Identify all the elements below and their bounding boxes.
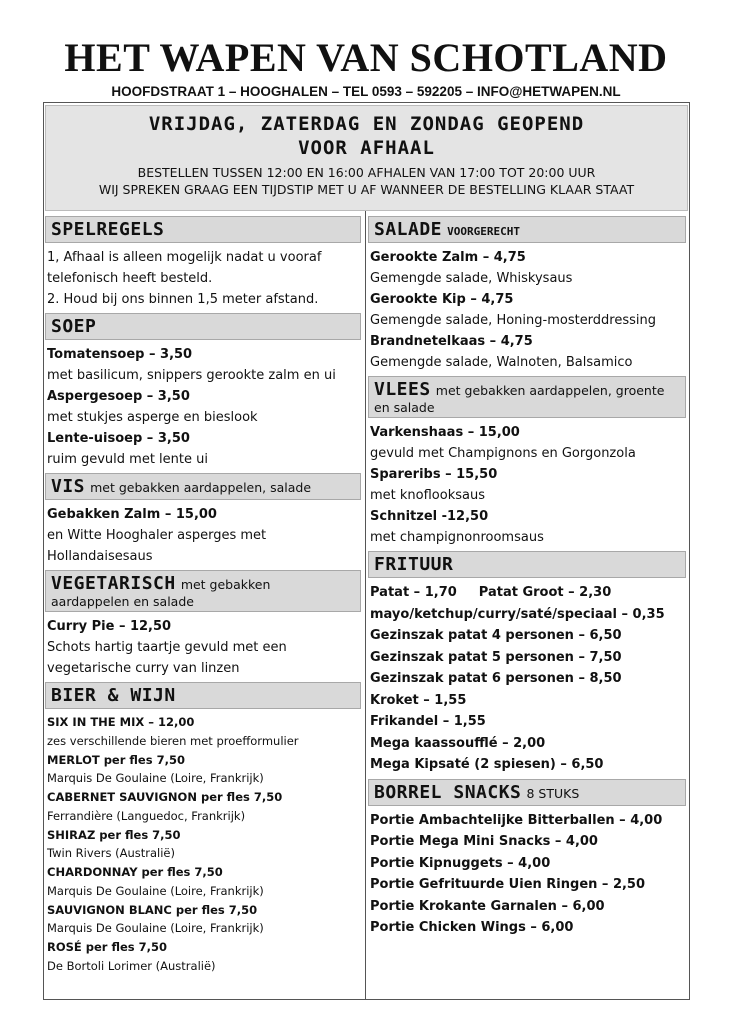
opening-banner <box>45 105 688 211</box>
menu-item-name: Brandnetelkaas – 4,75 <box>370 334 533 349</box>
menu-item-desc: Gemengde salade, Walnoten, Balsamico <box>370 355 633 370</box>
menu-item-name: Lente-uisoep – 3,50 <box>47 431 190 446</box>
section-subtitle: aardappelen en salade <box>51 594 194 609</box>
menu-item-name: Spareribs – 15,50 <box>370 467 498 482</box>
wine-desc: Marquis De Goulaine (Loire, Frankrijk) <box>47 883 264 898</box>
menu-item: Portie Chicken Wings – 6,00 <box>370 920 574 935</box>
menu-item: mayo/ketchup/curry/saté/speciaal – 0,35 <box>370 606 665 622</box>
section-header-bier-wijn <box>45 682 361 709</box>
rule-line: telefonisch heeft besteld. <box>47 271 213 286</box>
menu-item-desc: met knoflooksaus <box>370 488 485 503</box>
page-title: HET WAPEN VAN SCHOTLAND <box>64 35 668 80</box>
wine-desc: Twin Rivers (Australië) <box>47 846 175 860</box>
section-header-borrel <box>368 779 686 806</box>
section-title: FRITUUR <box>374 554 454 575</box>
banner-line-4: WIJ SPREKEN GRAAG EEN TIJDSTIP MET U AF WANNEER DE BESTELLING KLAAR STAAT <box>98 182 635 197</box>
section-subtitle: met gebakken aardappelen, salade <box>90 480 312 495</box>
column-divider <box>365 211 366 1000</box>
section-header-spelregels <box>45 216 361 243</box>
wine-name: ROSÉ per fles 7,50 <box>47 940 168 954</box>
wine-name: SIX IN THE MIX – 12,00 <box>47 715 195 729</box>
section-header-vegetarisch <box>45 570 361 612</box>
menu-item: Patat – 1,70 <box>370 585 457 600</box>
wine-name: CABERNET SAUVIGNON per fles 7,50 <box>47 790 283 804</box>
wine-desc: Marquis De Goulaine (Loire, Frankrijk) <box>47 771 264 785</box>
menu-item: Portie Krokante Garnalen – 6,00 <box>370 898 605 914</box>
menu-item: Portie Ambachtelijke Bitterballen – 4,00 <box>370 812 663 828</box>
section-title: VLEES <box>374 379 431 400</box>
contact-line: HOOFDSTRAAT 1 – HOOGHALEN – TEL 0593 – 592205 – INFO@HETWAPEN.NL <box>111 84 621 99</box>
menu-item: Gezinszak patat 4 personen – 6,50 <box>370 628 622 643</box>
menu-item: Patat Groot – 2,30 <box>478 585 612 600</box>
section-subtitle: 8 STUKS <box>526 785 580 801</box>
section-header-vis <box>45 473 361 500</box>
menu-item-name: Varkenshaas – 15,00 <box>370 425 520 440</box>
section-title: SALADE <box>374 219 443 240</box>
menu-item: Portie Kipnuggets – 4,00 <box>370 855 551 871</box>
menu-item-name: Aspergesoep – 3,50 <box>47 389 190 404</box>
wine-desc: zes verschillende bieren met proefformulier <box>47 733 299 748</box>
menu-item-name: Schnitzel -12,50 <box>370 509 489 524</box>
menu-item-desc: met stukjes asperge en bieslook <box>47 410 258 425</box>
wine-name: SAUVIGNON BLANC per fles 7,50 <box>47 902 258 917</box>
menu-item-desc: Gemengde salade, Whiskysaus <box>370 271 573 286</box>
section-title: SPELREGELS <box>51 219 165 240</box>
right-column <box>368 216 686 939</box>
section-title: BORREL SNACKS <box>374 781 522 803</box>
section-subtitle: en salade <box>374 400 435 415</box>
section-header-soep <box>45 313 361 340</box>
section-header-salade <box>368 216 686 243</box>
banner-line-1: VRIJDAG, ZATERDAG EN ZONDAG GEOPEND <box>148 113 585 135</box>
menu-item-desc: met basilicum, snippers gerookte zalm en ui <box>47 368 336 383</box>
menu-item-desc: en Witte Hooghaler asperges met <box>47 528 267 543</box>
section-subtitle: VOORGERECHT <box>447 225 520 238</box>
section-title: VEGETARISCH <box>51 573 176 594</box>
menu-item: Mega kaassoufflé – 2,00 <box>370 735 546 751</box>
wine-desc: Marquis De Goulaine (Loire, Frankrijk) <box>47 921 264 935</box>
menu-item-name: Curry Pie – 12,50 <box>47 619 172 634</box>
menu-item: Portie Gefrituurde Uien Ringen – 2,50 <box>370 877 646 892</box>
menu-item-desc: Gemengde salade, Honing-mosterddressing <box>370 313 657 328</box>
menu-item: Gezinszak patat 6 personen – 8,50 <box>370 671 622 686</box>
wine-name: SHIRAZ per fles 7,50 <box>47 827 181 842</box>
wine-name: MERLOT per fles 7,50 <box>47 752 185 767</box>
menu-item: Kroket – 1,55 <box>370 692 467 708</box>
menu-item-desc: Hollandaisesaus <box>47 549 153 564</box>
menu-item-desc: ruim gevuld met lente ui <box>47 452 208 467</box>
menu-item-name: Gerookte Kip – 4,75 <box>370 292 514 307</box>
menu-item: Mega Kipsaté (2 spiesen) – 6,50 <box>370 757 604 772</box>
section-header-vlees <box>368 376 686 418</box>
section-title: BIER & WIJN <box>51 685 176 706</box>
banner-line-3: BESTELLEN TUSSEN 12:00 EN 16:00 AFHALEN VAN 17:00 TOT 20:00 UUR <box>137 165 596 180</box>
section-header-frituur <box>368 551 686 578</box>
menu-item-desc: Schots hartig taartje gevuld met een <box>47 640 287 655</box>
menu-item: Portie Mega Mini Snacks – 4,00 <box>370 834 598 849</box>
wine-name: CHARDONNAY per fles 7,50 <box>47 865 223 879</box>
wine-desc: De Bortoli Lorimer (Australië) <box>47 958 216 973</box>
section-subtitle: met gebakken <box>180 577 271 592</box>
section-title: VIS <box>51 476 86 497</box>
rule-line: 2. Houd bij ons binnen 1,5 meter afstand. <box>47 292 319 307</box>
banner-line-2: VOOR AFHAAL <box>298 137 435 159</box>
menu-item-desc: met champignonroomsaus <box>370 530 544 545</box>
wine-desc: Ferrandière (Languedoc, Frankrijk) <box>47 808 246 823</box>
left-column <box>45 216 361 976</box>
menu-item-name: Gebakken Zalm – 15,00 <box>47 507 217 522</box>
section-title: SOEP <box>51 316 97 337</box>
menu-item-name: Tomatensoep – 3,50 <box>47 347 193 362</box>
menu-item-desc: vegetarische curry van linzen <box>47 661 240 676</box>
menu-item-name: Gerookte Zalm – 4,75 <box>370 250 526 265</box>
menu-item: Gezinszak patat 5 personen – 7,50 <box>370 649 622 665</box>
menu-item-desc: gevuld met Champignons en Gorgonzola <box>370 446 636 461</box>
frituur-first-line <box>368 582 686 604</box>
menu-item: Frikandel – 1,55 <box>370 714 486 729</box>
section-subtitle: met gebakken aardappelen, groente <box>435 383 665 398</box>
rule-line: 1, Afhaal is alleen mogelijk nadat u vooraf <box>47 250 322 265</box>
